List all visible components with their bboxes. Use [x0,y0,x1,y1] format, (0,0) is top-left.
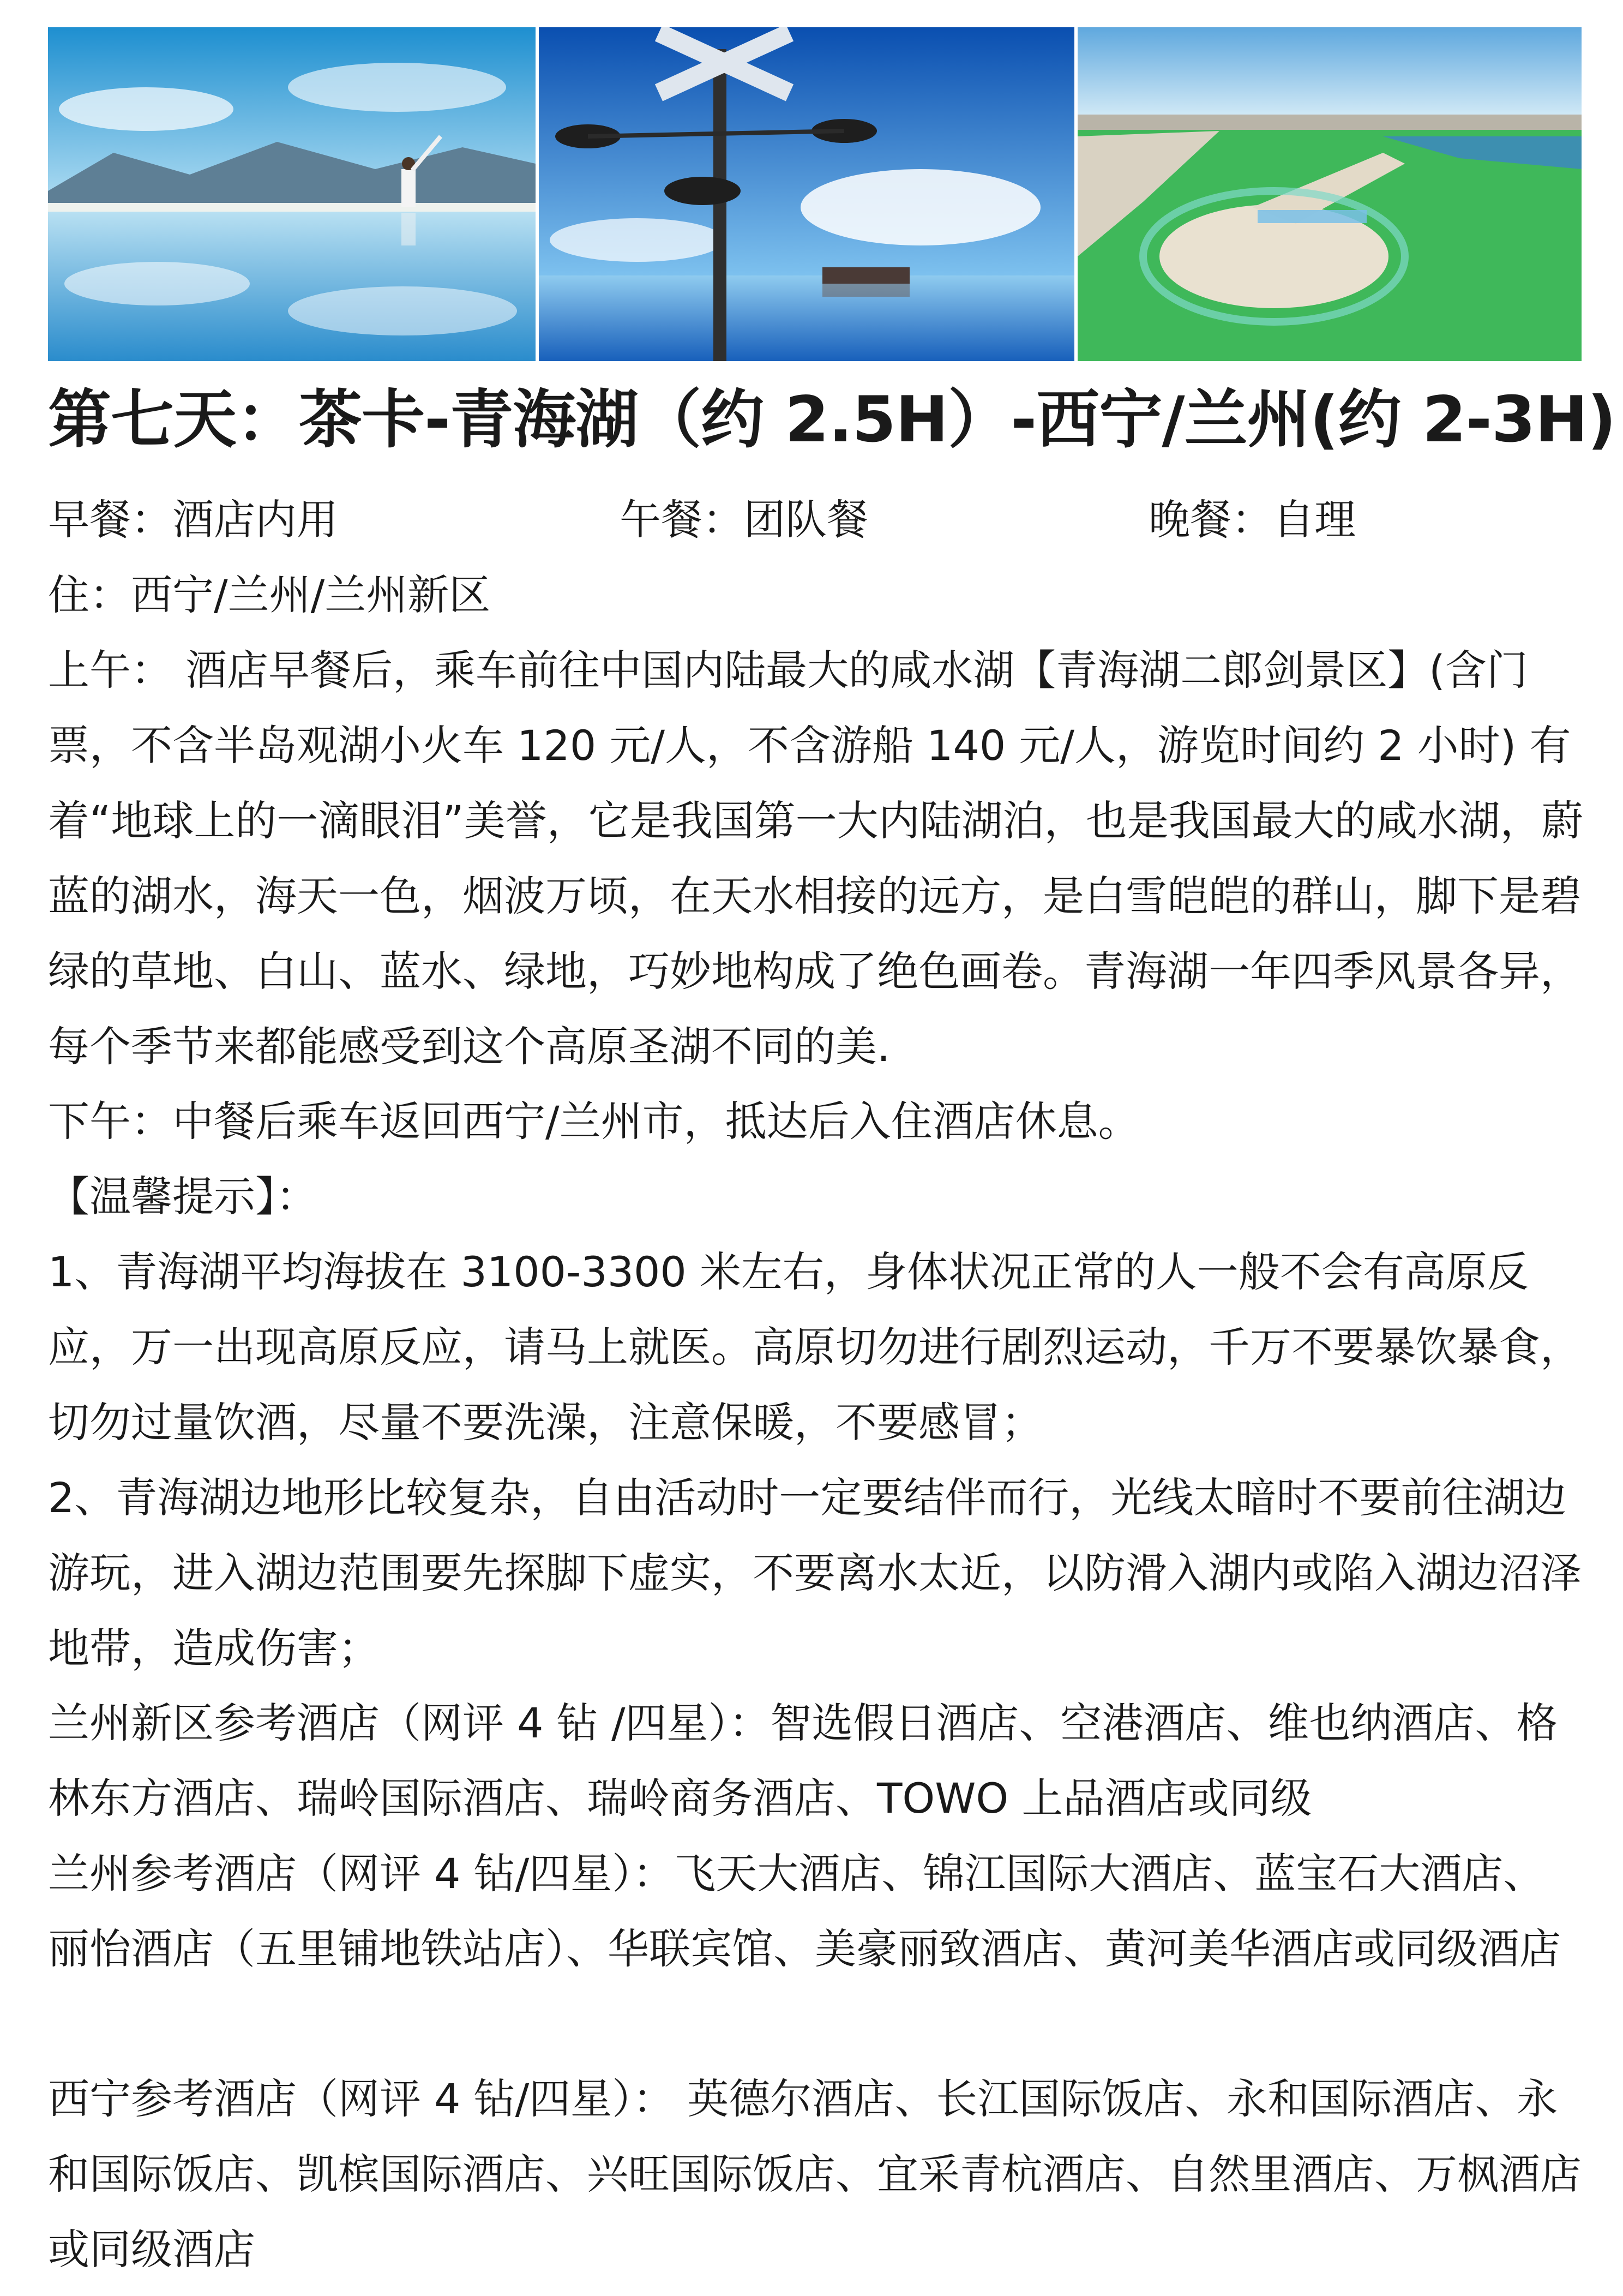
stay-info: 住：西宁/兰州/兰州新区 [48,571,491,619]
meals-row [48,482,1586,557]
photo-strip [48,27,1582,361]
hotel-list-xining: 西宁参考酒店（网评 4 钻/四星）： 英德尔酒店、长江国际饭店、永和国际酒店、永和国际饭店、凯槟国际酒店、兴旺国际饭店、宜采青杭酒店、自然里酒店、万枫酒店或同级酒店 [48,2075,1582,2274]
dinner-info: 晚餐：自理 [1149,495,1356,544]
hotel-list-lanzhou-new-district: 兰州新区参考酒店（网评 4 钻 /四星）：智选假日酒店、空港酒店、维也纳酒店、格林东方酒店、瑞岭国际酒店、瑞岭商务酒店、TOWO 上品酒店或同级 [48,1699,1558,1823]
hotel-list-lanzhou: 兰州参考酒店（网评 4 钻/四星）：飞天大酒店、锦江国际大酒店、蓝宝石大酒店、丽怡酒店（五里铺地铁站店）、华联宾馆、美豪丽致酒店、黄河美华酒店或同级酒店 [48,1849,1561,1973]
lake-mirror-woman-photo [48,27,536,361]
green-salt-lake-aerial-photo [1078,27,1582,361]
page-title: 第七天：茶卡-青海湖（约 2.5H）-西宁/兰州(约 2-3H) [48,383,1616,457]
tips-heading: 【温馨提示】： [48,1172,317,1221]
afternoon-itinerary: 下午：中餐后乘车返回西宁/兰州市，抵达后入住酒店休息。 [48,1097,1140,1146]
morning-itinerary: 上午： 酒店早餐后，乘车前往中国内陆最大的咸水湖【青海湖二郎剑景区】(含门票，不含半岛观湖小火车 120 元/人，不含游船 140 元/人，游览时间约 2 小时) 有着“地球上的一滴眼泪”美誉，它是我国第一大内陆湖泊，也是我国最大的咸水湖，蔚蓝的湖水，海天一色，烟波万顷，在天水相接的远方，是白雪皑皑的群山，脚下是碧绿的草地、白山、蓝水、绿地，巧妙地构成了绝色画卷。青海湖一年四季风景各异，每个季节来都能感受到这个高原圣湖不同的美. [48,646,1583,1071]
signpost-mirror-lake-photo [539,27,1074,361]
lunch-info: 午餐：团队餐 [620,495,868,544]
breakfast-info: 早餐：酒店内用 [48,495,338,544]
tip-item: 1、青海湖平均海拔在 3100-3300 米左右，身体状况正常的人一般不会有高原反应，万一出现高原反应，请马上就医。高原切勿进行剧烈运动，千万不要暴饮暴食，切勿过量饮酒，尽量不要洗澡，注意保暖，不要感冒； [48,1248,1582,1447]
tip-item: 2、青海湖边地形比较复杂，自由活动时一定要结伴而行，光线太暗时不要前往湖边游玩，进入湖边范围要先探脚下虚实，不要离水太近，以防滑入湖内或陷入湖边沼泽地带，造成伤害； [48,1473,1582,1672]
